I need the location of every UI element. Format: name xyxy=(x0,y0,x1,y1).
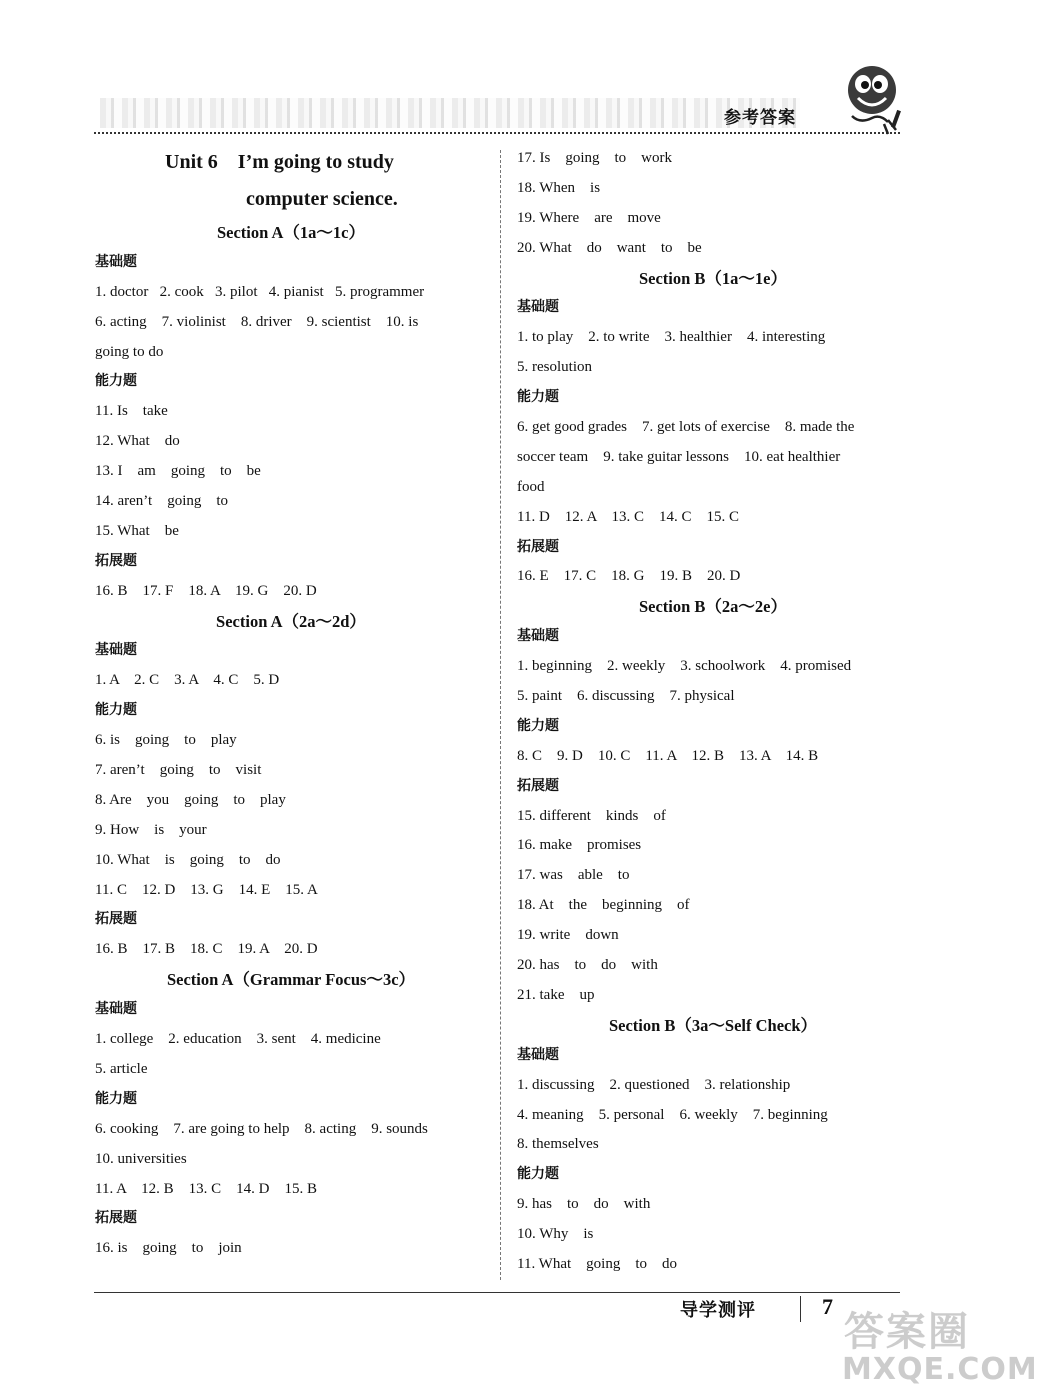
answer-line: 17. Is going to work xyxy=(517,150,672,166)
answer-line: 9. has to do with xyxy=(517,1196,651,1213)
answer-line: 8. Are you going to play xyxy=(95,791,286,808)
category-heading: 能力题 xyxy=(95,373,137,390)
answer-line: 15. different kinds of xyxy=(517,807,666,824)
answer-line: 7. aren’t going to visit xyxy=(95,762,262,779)
section-heading: Section B（3a～Self Check） xyxy=(608,1015,818,1035)
page-number: 7 xyxy=(822,1294,833,1319)
answer-line: 11. C 12. D 13. G 14. E 15. A xyxy=(95,881,318,898)
answer-line: 1. doctor 2. cook 3. pilot 4. pianist 5. programmer xyxy=(95,283,425,300)
answer-line: food xyxy=(517,478,545,495)
category-heading: 基础题 xyxy=(95,642,137,659)
answer-line: 11. What going to do xyxy=(517,1255,677,1272)
category-heading: 拓展题 xyxy=(95,552,137,569)
section-heading: Section A（2a～2d） xyxy=(216,611,366,631)
answer-line: going to do xyxy=(95,343,164,360)
answer-line: 16. B 17. F 18. A 19. G 20. D xyxy=(95,582,317,599)
answer-line: 11. Is take xyxy=(95,403,168,420)
answer-line: 16. B 17. B 18. C 19. A 20. D xyxy=(95,941,318,958)
category-heading: 能力题 xyxy=(95,702,137,719)
category-heading: 基础题 xyxy=(95,1001,137,1018)
category-heading: 能力题 xyxy=(517,717,559,734)
footer-separator xyxy=(800,1296,801,1322)
answer-line: 8. C 9. D 10. C 11. A 12. B 13. A 14. B xyxy=(517,747,819,764)
answer-line: 18. At the beginning of xyxy=(517,897,690,914)
answer-line: 4. meaning 5. personal 6. weekly 7. beginning xyxy=(517,1106,828,1123)
category-heading: 基础题 xyxy=(95,253,137,270)
mascot-icon xyxy=(838,60,904,136)
right-column xyxy=(517,144,909,1280)
answer-line: 11. D 12. A 13. C 14. C 15. C xyxy=(517,508,739,525)
answer-line: 10. Why is xyxy=(517,1226,594,1243)
answer-line: 1. discussing 2. questioned 3. relationship xyxy=(517,1076,791,1093)
answer-line: 18. When is xyxy=(517,179,601,196)
answer-line: 15. What be xyxy=(95,522,179,539)
answer-line: 6. get good grades 7. get lots of exercise 8. made the xyxy=(517,419,855,436)
category-heading: 拓展题 xyxy=(517,538,559,555)
answer-line: 6. acting 7. violinist 8. driver 9. scientist 10. is xyxy=(95,313,419,330)
answer-line: 1. A 2. C 3. A 4. C 5. D xyxy=(95,672,280,689)
answer-line: 19. write down xyxy=(517,927,619,944)
answer-line: soccer team 9. take guitar lessons 10. eat healthier xyxy=(517,448,841,465)
answer-line: 11. A 12. B 13. C 14. D 15. B xyxy=(95,1180,317,1197)
answer-line: 14. aren’t going to xyxy=(95,493,229,510)
watermark-url: MXQE.COM xyxy=(842,1352,1038,1387)
answer-line: 20. What do want to be xyxy=(517,239,702,256)
category-heading: 拓展题 xyxy=(517,777,559,794)
column-divider xyxy=(500,150,501,1280)
left-answer-list xyxy=(95,218,487,1264)
footer-title: 导学测评 xyxy=(680,1300,756,1321)
section-heading: Section B（1a～1e） xyxy=(638,268,788,288)
category-heading: 拓展题 xyxy=(95,1210,137,1227)
answer-line: 9. How is your xyxy=(95,821,207,838)
answer-line: 17. was able to xyxy=(517,867,630,884)
answer-line: 5. article xyxy=(95,1060,148,1077)
section-heading: Section A（Grammar Focus～3c） xyxy=(166,970,416,990)
answer-line: 19. Where are move xyxy=(517,209,661,226)
right-answer-list xyxy=(517,144,909,1280)
watermark xyxy=(838,1300,1038,1390)
answer-line: 21. take up xyxy=(517,986,595,1003)
category-heading: 拓展题 xyxy=(95,911,137,928)
category-heading: 能力题 xyxy=(95,1090,137,1107)
section-heading: Section A（1a～1c） xyxy=(216,223,366,242)
category-heading: 能力题 xyxy=(517,389,559,406)
header-title: 参考答案 xyxy=(724,108,796,128)
section-heading: Section B（2a～2e） xyxy=(638,597,788,617)
category-heading: 基础题 xyxy=(517,628,559,645)
answer-line: 1. beginning 2. weekly 3. schoolwork 4. promised xyxy=(517,658,852,675)
answer-line: 6. is going to play xyxy=(95,732,237,749)
answer-line: 1. to play 2. to write 3. healthier 4. interesting xyxy=(517,329,826,346)
unit-title-line-1: Unit 6 I’m going to study xyxy=(165,151,394,173)
answer-line: 6. cooking 7. are going to help 8. acting 9. sounds xyxy=(95,1120,428,1137)
answer-line: 13. I am going to be xyxy=(95,463,261,480)
answer-line: 16. E 17. C 18. G 19. B 20. D xyxy=(517,568,741,585)
answer-line: 16. make promises xyxy=(517,837,642,854)
watermark-logo-text: 答案圈 xyxy=(844,1309,970,1355)
answer-line: 8. themselves xyxy=(517,1136,599,1153)
left-column xyxy=(95,144,487,1264)
category-heading: 基础题 xyxy=(517,299,559,316)
answer-line: 10. What is going to do xyxy=(95,851,281,868)
header-decorative-band xyxy=(100,98,800,128)
answer-line: 1. college 2. education 3. sent 4. medicine xyxy=(95,1031,381,1048)
category-heading: 能力题 xyxy=(517,1166,559,1183)
answer-line: 12. What do xyxy=(95,433,180,450)
answer-line: 16. is going to join xyxy=(95,1240,242,1257)
header-dotted-rule xyxy=(94,132,900,134)
answer-line: 5. resolution xyxy=(517,359,592,376)
footer-rule xyxy=(94,1292,900,1293)
category-heading: 基础题 xyxy=(517,1046,559,1063)
answer-line: 5. paint 6. discussing 7. physical xyxy=(517,688,735,705)
answer-line: 20. has to do with xyxy=(517,957,658,974)
answer-line: 10. universities xyxy=(95,1150,187,1167)
unit-title-line-2: computer science. xyxy=(246,188,398,210)
